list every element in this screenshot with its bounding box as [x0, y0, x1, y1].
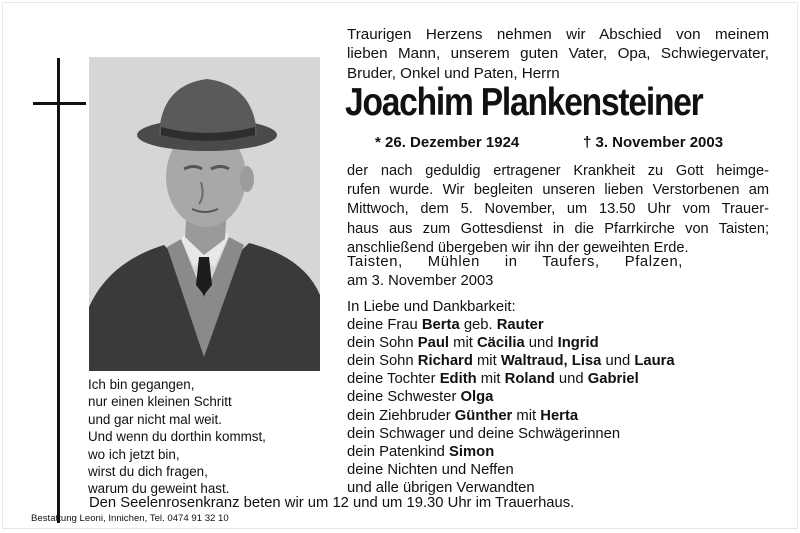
mourner-relation: dein Schwager und deine Schwägerinnen — [347, 425, 621, 442]
rosary-notice: Den Seelenrosenkranz beten wir um 12 und um 19.30 Uhr im Trauerhaus. — [89, 495, 575, 511]
portrait-illustration — [89, 57, 320, 371]
mourner-line — [347, 407, 767, 425]
mourner-relation: mit — [512, 407, 541, 424]
mourner-relation: deine Tochter — [347, 371, 440, 388]
poem-line: Ich bin gegangen, — [88, 377, 195, 392]
poem-line: warum du geweint hast. — [88, 481, 230, 497]
mourner-relation: dein Sohn — [347, 335, 418, 352]
place-and-date — [347, 253, 683, 291]
announcement-line: haus aus zum Gottesdienst in die Pfarrkirche von Taisten; — [347, 220, 769, 237]
announcement-line: der nach geduldig ertragener Krankheit zu Gott heimge- — [347, 163, 769, 179]
mourner-name: Rauter — [496, 317, 544, 334]
cross-icon-horizontal — [33, 102, 86, 105]
mourner-line — [347, 425, 767, 443]
mourner-name: Laura — [634, 353, 675, 370]
mourner-line — [347, 370, 767, 388]
place-location: Taisten, Mühlen in Taufers, Pfalzen, — [347, 254, 683, 270]
mourner-relation: geb. — [459, 317, 497, 334]
poem-line: nur einen kleinen Schritt — [88, 394, 232, 410]
mourner-line — [347, 443, 767, 461]
mourner-relation: und — [601, 353, 635, 370]
mourner-relation: deine Frau — [347, 317, 422, 334]
cross-icon-vertical — [57, 58, 60, 523]
mourner-relation: und — [524, 335, 558, 352]
mourner-relation: mit — [476, 371, 505, 388]
mourner-name: Waltraud, Lisa — [500, 353, 602, 370]
mourner-name: Roland — [504, 371, 555, 388]
mourner-name: Herta — [540, 407, 579, 424]
death-date: † 3. November 2003 — [583, 134, 724, 151]
mourner-relation: mit — [472, 353, 501, 370]
announcement-text — [347, 162, 769, 258]
poem — [88, 376, 318, 498]
funeral-home-credit: Bestattung Leoni, Innichen, Tel. 0474 91 32 10 — [31, 513, 229, 524]
life-dates — [375, 133, 775, 153]
mourner-name: Cäcilia — [476, 335, 525, 352]
mourner-line — [347, 316, 767, 334]
mourner-line — [347, 461, 767, 479]
mourner-name: Gabriel — [587, 371, 639, 388]
mourner-name: Simon — [449, 443, 495, 460]
birth-date: * 26. Dezember 1924 — [375, 134, 520, 151]
mourner-name: Günther — [454, 407, 513, 424]
mourner-name: Olga — [460, 389, 494, 406]
mourners-list — [347, 298, 767, 497]
announcement-line: Mittwoch, dem 5. November, um 13.50 Uhr vom Trauer- — [347, 201, 769, 218]
mourner-line — [347, 388, 767, 406]
mourner-name: Berta — [421, 317, 460, 334]
mourner-relation: deine Schwester — [347, 389, 461, 406]
announcement-line: rufen wurde. Wir begleiten unseren lieben Verstorbenen am — [347, 182, 769, 199]
mourner-name: Ingrid — [557, 335, 599, 352]
intro-line: Traurigen Herzens nehmen wir Abschied von meinem — [347, 26, 769, 43]
portrait-photo — [89, 57, 320, 371]
mourner-relation: deine Nichten und Neffen — [347, 461, 514, 478]
obituary-notice — [2, 2, 798, 529]
mourners-heading: In Liebe und Dankbarkeit: — [347, 299, 516, 315]
mourner-lines — [347, 316, 767, 497]
intro-line: lieben Mann, unserem guten Vater, Opa, Schwiegervater, — [347, 45, 769, 63]
mourner-name: Paul — [417, 335, 450, 352]
poem-line: Und wenn du dorthin kommst, — [88, 429, 266, 445]
mourner-name: Edith — [439, 371, 477, 388]
mourner-relation: dein Patenkind — [347, 443, 450, 460]
intro-line: Bruder, Onkel und Paten, Herrn — [347, 64, 560, 82]
poem-line: und gar nicht mal weit. — [88, 411, 222, 427]
mourner-relation: und alle übrigen Verwandten — [347, 479, 535, 496]
mourner-line — [347, 352, 767, 370]
mourner-relation: dein Sohn — [347, 353, 418, 370]
mourner-relation: mit — [449, 335, 477, 352]
mourner-line — [347, 334, 767, 352]
mourner-name: Richard — [417, 353, 473, 370]
place-date: am 3. November 2003 — [347, 273, 494, 289]
poem-line: wirst du dich fragen, — [88, 464, 208, 480]
mourner-relation: und — [554, 371, 588, 388]
mourner-relation: dein Ziehbruder — [347, 407, 455, 424]
intro-text — [347, 25, 769, 83]
announcement-line: anschließend übergeben wir ihn der geweihten Erde. — [347, 239, 689, 256]
poem-line: wo ich jetzt bin, — [88, 446, 180, 462]
deceased-name: Joachim Plankensteiner — [345, 81, 703, 124]
